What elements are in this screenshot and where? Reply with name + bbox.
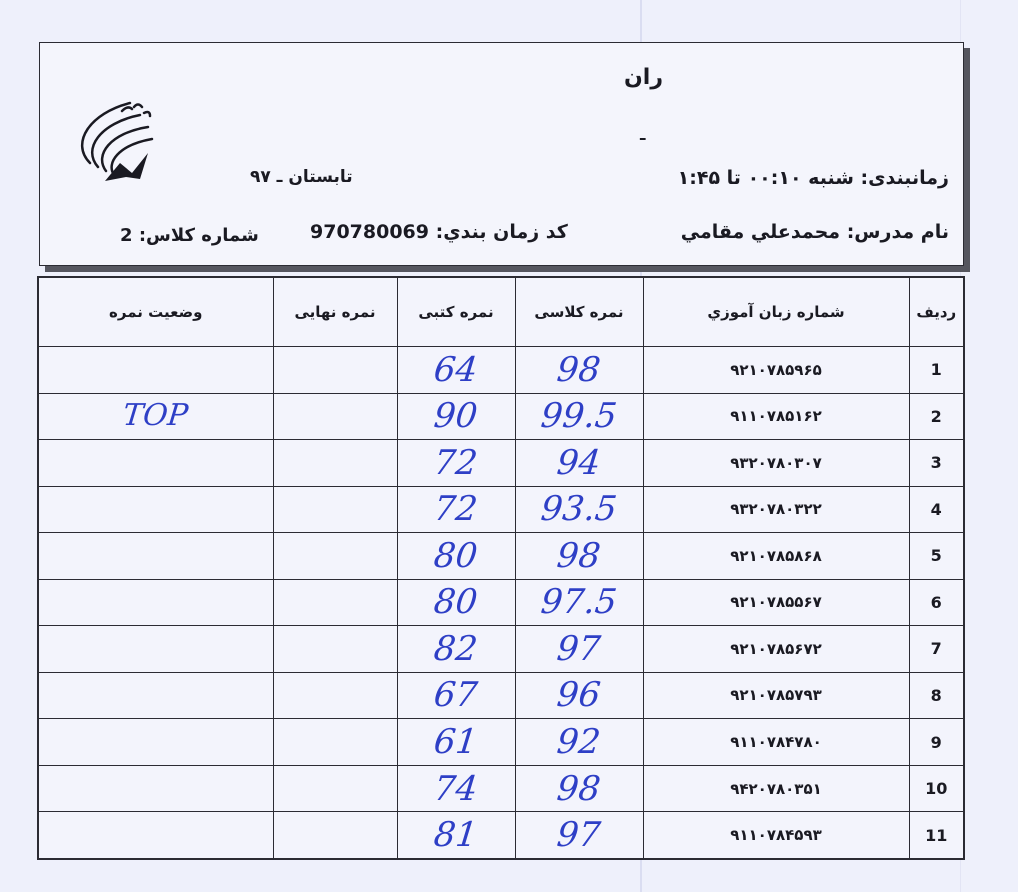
- schedule: [678, 167, 949, 189]
- student-id-cell: [643, 719, 909, 766]
- teacher-label: نام مدرس:: [846, 221, 949, 243]
- status-cell: [38, 533, 273, 580]
- status-cell: [38, 347, 273, 394]
- table-row: [38, 626, 964, 673]
- schedule-value: شنبه ۰۰:۱۰ تا ۱:۴۵: [677, 167, 854, 189]
- class-score-cell: [515, 533, 643, 580]
- row-number-cell-value: 3: [930, 453, 942, 473]
- table-row: [38, 579, 964, 626]
- final-score-cell: [273, 812, 397, 859]
- schedule-code: [310, 221, 568, 243]
- student-id-cell-value: ۹۲۱۰۷۸۵۶۷۲: [730, 639, 822, 658]
- table-header-row: [38, 277, 964, 347]
- written-score-cell-value: 61: [432, 722, 480, 763]
- row-number-cell: [909, 672, 964, 719]
- written-score-cell-value: 64: [432, 349, 480, 390]
- row-number-cell: [909, 533, 964, 580]
- class-score-cell: [515, 440, 643, 487]
- status-cell-value: TOP: [121, 398, 191, 434]
- row-number-cell-value: 2: [930, 406, 942, 426]
- class-score-cell-value: 98: [555, 535, 603, 576]
- class-score-cell-value: 98: [555, 768, 603, 809]
- student-id-cell: [643, 626, 909, 673]
- final-score-cell: [273, 347, 397, 394]
- written-score-cell-value: 80: [432, 535, 480, 576]
- class-score-cell-value: 98: [555, 349, 603, 390]
- written-score-cell-value: 74: [432, 768, 480, 809]
- table-row: [38, 812, 964, 859]
- row-number-cell-value: 6: [930, 592, 942, 612]
- student-id-cell: [643, 486, 909, 533]
- page-title: ران: [624, 65, 663, 90]
- student-id-cell-value: ۹۳۲۰۷۸۰۳۲۲: [730, 500, 822, 519]
- student-id-cell: [643, 672, 909, 719]
- row-number-cell: [909, 812, 964, 859]
- student-id-cell: [643, 440, 909, 487]
- table-row: [38, 347, 964, 394]
- student-id-cell: [643, 533, 909, 580]
- grades-table: [37, 276, 965, 860]
- written-score-cell-value: 67: [432, 675, 480, 716]
- written-score-cell: [397, 533, 515, 580]
- schedule-code-value: 970780069: [310, 221, 429, 243]
- written-score-cell: [397, 393, 515, 440]
- kanoon-logo-icon: [60, 93, 180, 193]
- table-row: [38, 672, 964, 719]
- written-score-cell-value: 80: [432, 582, 480, 623]
- row-number-cell-value: 4: [930, 499, 942, 519]
- written-score-cell: [397, 672, 515, 719]
- student-id-cell-value: ۹۲۱۰۷۸۵۸۶۸: [730, 546, 822, 565]
- written-score-cell: [397, 579, 515, 626]
- status-cell: [38, 765, 273, 812]
- row-number-cell: [909, 486, 964, 533]
- final-score-cell: [273, 486, 397, 533]
- final-score-cell: [273, 393, 397, 440]
- table-row: [38, 765, 964, 812]
- class-score-cell-value: 93.5: [539, 489, 619, 530]
- written-score-cell: [397, 626, 515, 673]
- class-number-value: 2: [120, 225, 133, 246]
- class-score-cell-value: 97.5: [539, 582, 619, 623]
- table-row: [38, 533, 964, 580]
- class-score-cell-value: 99.5: [539, 396, 619, 437]
- row-number-cell-value: 5: [930, 546, 942, 566]
- student-id-cell-value: ۹۲۱۰۷۸۵۷۹۳: [730, 686, 822, 705]
- status-cell: [38, 486, 273, 533]
- student-id-cell-value: ۹۱۱۰۷۸۵۱۶۲: [730, 407, 822, 426]
- class-score-cell-value: 94: [555, 442, 603, 483]
- written-score-cell: [397, 440, 515, 487]
- class-score-cell: [515, 765, 643, 812]
- status-cell: [38, 393, 273, 440]
- row-number-cell: [909, 393, 964, 440]
- written-score-cell: [397, 765, 515, 812]
- teacher-name: محمدعلي مقامي: [680, 221, 841, 243]
- row-number-cell-value: 1: [930, 360, 942, 380]
- class-score-cell: [515, 579, 643, 626]
- written-score-cell: [397, 347, 515, 394]
- written-score-cell-value: 82: [432, 628, 480, 669]
- written-score-cell-value: 90: [432, 396, 480, 437]
- table-row: [38, 486, 964, 533]
- student-id-cell: [643, 579, 909, 626]
- status-cell: [38, 812, 273, 859]
- class-score-cell: [515, 347, 643, 394]
- status-cell: [38, 719, 273, 766]
- class-score-cell: [515, 393, 643, 440]
- student-id-cell-value: ۹۱۱۰۷۸۴۵۹۳: [730, 826, 822, 845]
- row-number-cell: [909, 347, 964, 394]
- written-score-cell-value: 72: [432, 442, 480, 483]
- student-id-cell-value: ۹۳۲۰۷۸۰۳۰۷: [730, 453, 822, 472]
- col-header-final-score: نمره نهايى: [273, 277, 397, 347]
- row-number-cell: [909, 440, 964, 487]
- row-number-cell-value: 8: [930, 685, 942, 705]
- class-score-cell-value: 92: [555, 722, 603, 763]
- student-id-cell-value: ۹۲۱۰۷۸۵۹۶۵: [730, 360, 822, 379]
- row-number-cell: [909, 719, 964, 766]
- student-id-cell-value: ۹۱۱۰۷۸۴۷۸۰: [730, 733, 822, 752]
- col-header-written-score: نمره كتبى: [397, 277, 515, 347]
- col-header-student-id: شماره زبان آموزي: [643, 277, 909, 347]
- row-number-cell-value: 11: [925, 825, 948, 845]
- class-score-cell: [515, 719, 643, 766]
- final-score-cell: [273, 719, 397, 766]
- final-score-cell: [273, 440, 397, 487]
- final-score-cell: [273, 626, 397, 673]
- student-id-cell-value: ۹۲۱۰۷۸۵۵۶۷: [730, 593, 822, 612]
- row-number-cell: [909, 626, 964, 673]
- row-number-cell: [909, 579, 964, 626]
- status-cell: [38, 579, 273, 626]
- class-score-cell: [515, 812, 643, 859]
- written-score-cell-value: 81: [432, 815, 480, 856]
- table-row: [38, 440, 964, 487]
- class-score-cell: [515, 672, 643, 719]
- class-score-cell-value: 96: [555, 675, 603, 716]
- col-header-status: وضعيت نمره: [38, 277, 273, 347]
- written-score-cell: [397, 812, 515, 859]
- written-score-cell: [397, 486, 515, 533]
- class-score-cell: [515, 626, 643, 673]
- student-id-cell: [643, 347, 909, 394]
- student-id-cell-value: ۹۴۲۰۷۸۰۳۵۱: [730, 779, 822, 798]
- class-number-label: شماره كلاس:: [138, 225, 259, 246]
- class-score-cell: [515, 486, 643, 533]
- final-score-cell: [273, 533, 397, 580]
- row-number-cell-value: 10: [925, 779, 948, 799]
- class-score-cell-value: 97: [555, 628, 603, 669]
- schedule-label: زمانبندى:: [860, 167, 949, 189]
- col-header-row: رديف: [909, 277, 964, 347]
- row-number-cell-value: 9: [930, 732, 942, 752]
- student-id-cell: [643, 812, 909, 859]
- final-score-cell: [273, 765, 397, 812]
- row-number-cell-value: 7: [930, 639, 942, 659]
- col-header-class-score: نمره كلاسى: [515, 277, 643, 347]
- final-score-cell: [273, 672, 397, 719]
- table-row: [38, 719, 964, 766]
- status-cell: [38, 626, 273, 673]
- header-box: [39, 42, 964, 266]
- table-row: [38, 393, 964, 440]
- written-score-cell-value: 72: [432, 489, 480, 530]
- written-score-cell: [397, 719, 515, 766]
- student-id-cell: [643, 765, 909, 812]
- status-cell: [38, 440, 273, 487]
- final-score-cell: [273, 579, 397, 626]
- class-number: [120, 225, 259, 246]
- teacher: [681, 221, 949, 243]
- schedule-code-label: كد زمان بندي:: [435, 221, 568, 243]
- season: تابستان ـ ۹۷: [250, 167, 353, 187]
- student-id-cell: [643, 393, 909, 440]
- title-dash: ـ: [640, 125, 646, 144]
- class-score-cell-value: 97: [555, 815, 603, 856]
- row-number-cell: [909, 765, 964, 812]
- status-cell: [38, 672, 273, 719]
